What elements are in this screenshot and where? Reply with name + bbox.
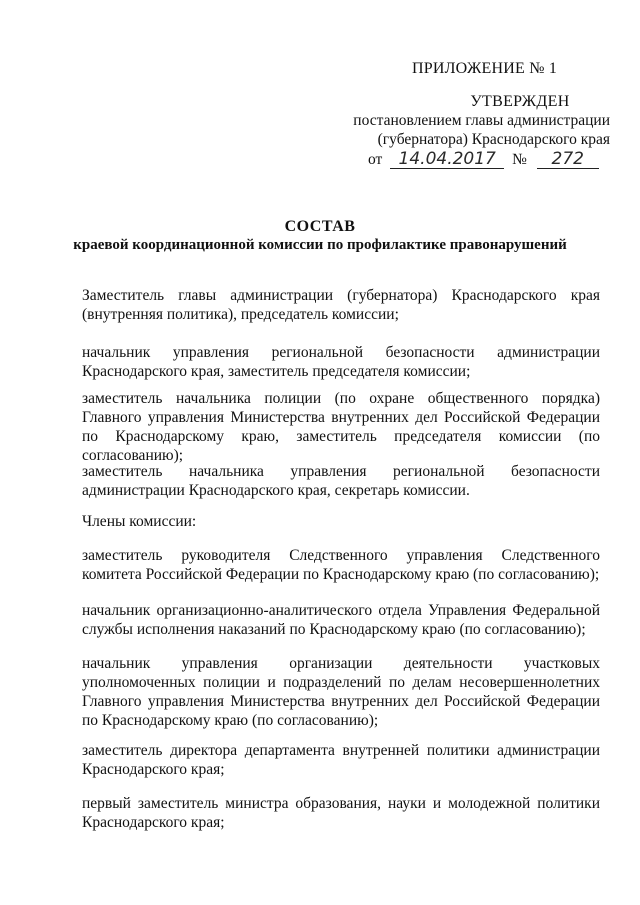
member-item: заместитель директора департамента внутренней политики администрации Краснодарского края; [82,742,600,778]
approved-line-2: (губернатора) Краснодарского края [377,131,610,148]
date-number-line [368,150,599,169]
member-item: начальник организационно-аналитического отдела Управления Федеральной службы исполнения наказаний по Краснодарскому краю (по согласованию); [82,602,600,638]
document-title: СОСТАВ [284,218,356,235]
attachment-label: ПРИЛОЖЕНИЕ № 1 [412,60,558,77]
approval-block [300,92,610,149]
handwritten-date: 14.04.2017 [390,150,504,169]
member-item: начальник управления региональной безопасности администрации Краснодарского края, заместитель председателя комиссии; [82,344,600,380]
handwritten-number: 272 [537,150,599,169]
member-item: заместитель руководителя Следственного управления Следственного комитета Российской Федерации по Краснодарскому краю (по согласованию); [82,547,600,583]
approved-line-1: постановлением главы администрации [353,112,610,129]
number-prefix: № [512,151,527,168]
member-item: Заместитель главы администрации (губернатора) Краснодарского края (внутренняя политика), председатель комиссии; [82,287,600,323]
member-item: первый заместитель министра образования, науки и молодежной политики Краснодарского края; [82,795,600,831]
members-heading: Члены комиссии: [82,513,197,530]
member-item: заместитель начальника полиции (по охране общественного порядка) Главного управления Министерства внутренних дел Российской Федерации по Краснодарскому краю, заместитель председателя комиссии (по согласованию); [82,390,600,464]
date-prefix: от [368,151,383,168]
approved-title: УТВЕРЖДЕН [470,93,570,110]
member-item: заместитель начальника управления региональной безопасности администрации Краснодарского края, секретарь комиссии. [82,463,600,499]
document-subtitle: краевой координационной комиссии по профилактике правонарушений [73,237,567,253]
member-item: начальник управления организации деятельности участковых уполномоченных полиции и подразделений по делам несовершеннолетних Главного управления Министерства внутренних дел Российской Федерации по Краснодарскому краю (по согласованию); [82,655,600,729]
